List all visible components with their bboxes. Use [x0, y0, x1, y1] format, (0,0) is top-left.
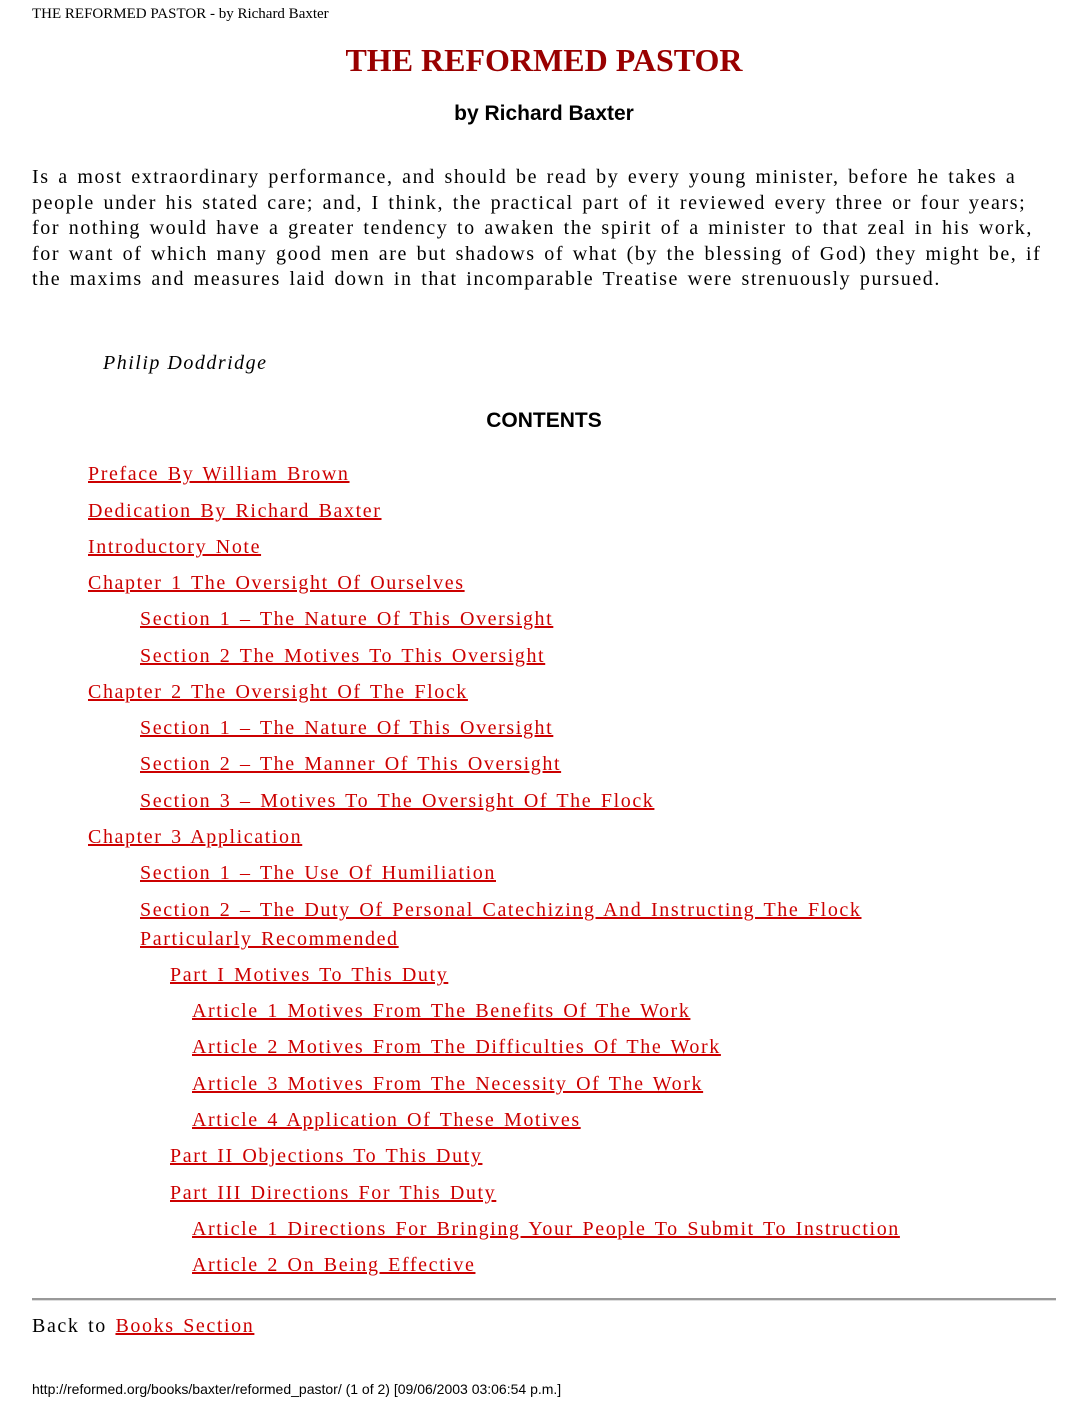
books-section-link[interactable]: Books Section	[115, 1315, 255, 1337]
toc-link-part3-article-2[interactable]: Article 2 On Being Effective	[192, 1254, 476, 1276]
toc-link-preface[interactable]: Preface By William Brown	[88, 463, 350, 485]
toc-link-part-1[interactable]: Part I Motives To This Duty	[170, 964, 449, 986]
contents-heading: CONTENTS	[486, 409, 602, 432]
toc-link-part1-article-1[interactable]: Article 1 Motives From The Benefits Of The Work	[192, 1000, 691, 1022]
page-subtitle: by Richard Baxter	[454, 102, 634, 125]
back-prefix: Back to	[32, 1315, 107, 1337]
toc-link-ch3-section-1[interactable]: Section 1 – The Use Of Humiliation	[140, 862, 496, 884]
toc-link-ch2-section-3[interactable]: Section 3 – Motives To The Oversight Of The Flock	[140, 790, 655, 812]
toc-link-ch1-section-1[interactable]: Section 1 – The Nature Of This Oversight	[140, 608, 554, 630]
intro-quote: Is a most extraordinary performance, and should be read by every young minister, before he takes a people under his stated care; and, I think, the practical part of it reviewed every three or four years; for nothing would have a greater tendency to awaken the spirit of a minister to that zeal in his work, for want of which many good men are but shadows of what (by the blessing of God) they might be, if the maxims and measures laid down in that incomparable Treatise were strenuously pursued.	[32, 166, 1042, 290]
toc-link-chapter-1[interactable]: Chapter 1 The Oversight Of Ourselves	[88, 572, 465, 594]
toc-link-chapter-2[interactable]: Chapter 2 The Oversight Of The Flock	[88, 681, 468, 703]
toc-link-chapter-3[interactable]: Chapter 3 Application	[88, 826, 303, 848]
page-title: THE REFORMED PASTOR	[345, 42, 743, 78]
toc-link-part1-article-2[interactable]: Article 2 Motives From The Difficulties Of The Work	[192, 1036, 721, 1058]
toc-link-ch2-section-2[interactable]: Section 2 – The Manner Of This Oversight	[140, 753, 562, 775]
print-footer: http://reformed.org/books/baxter/reformed_pastor/ (1 of 2) [09/06/2003 03:06:54 p.m.]	[32, 1381, 562, 1397]
horizontal-rule	[32, 1298, 1056, 1301]
toc-link-part1-article-4[interactable]: Article 4 Application Of These Motives	[192, 1109, 581, 1131]
toc-link-part1-article-3[interactable]: Article 3 Motives From The Necessity Of The Work	[192, 1073, 704, 1095]
toc-link-part-2[interactable]: Part II Objections To This Duty	[170, 1145, 483, 1167]
toc-link-ch1-section-2[interactable]: Section 2 The Motives To This Oversight	[140, 645, 546, 667]
back-navigation	[32, 1315, 254, 1338]
toc-link-dedication[interactable]: Dedication By Richard Baxter	[88, 500, 382, 522]
toc-link-ch3-section-2[interactable]: Section 2 – The Duty Of Personal Catechizing And Instructing The Flock Particularly Recommended	[140, 899, 862, 950]
toc-link-ch2-section-1[interactable]: Section 1 – The Nature Of This Oversight	[140, 717, 554, 739]
toc-link-part-3[interactable]: Part III Directions For This Duty	[170, 1182, 497, 1204]
toc-link-part3-article-1[interactable]: Article 1 Directions For Bringing Your People To Submit To Instruction	[192, 1218, 900, 1240]
quote-signature: Philip Doddridge	[103, 352, 268, 374]
print-header: THE REFORMED PASTOR - by Richard Baxter	[32, 6, 329, 22]
toc-link-introductory-note[interactable]: Introductory Note	[88, 536, 262, 558]
